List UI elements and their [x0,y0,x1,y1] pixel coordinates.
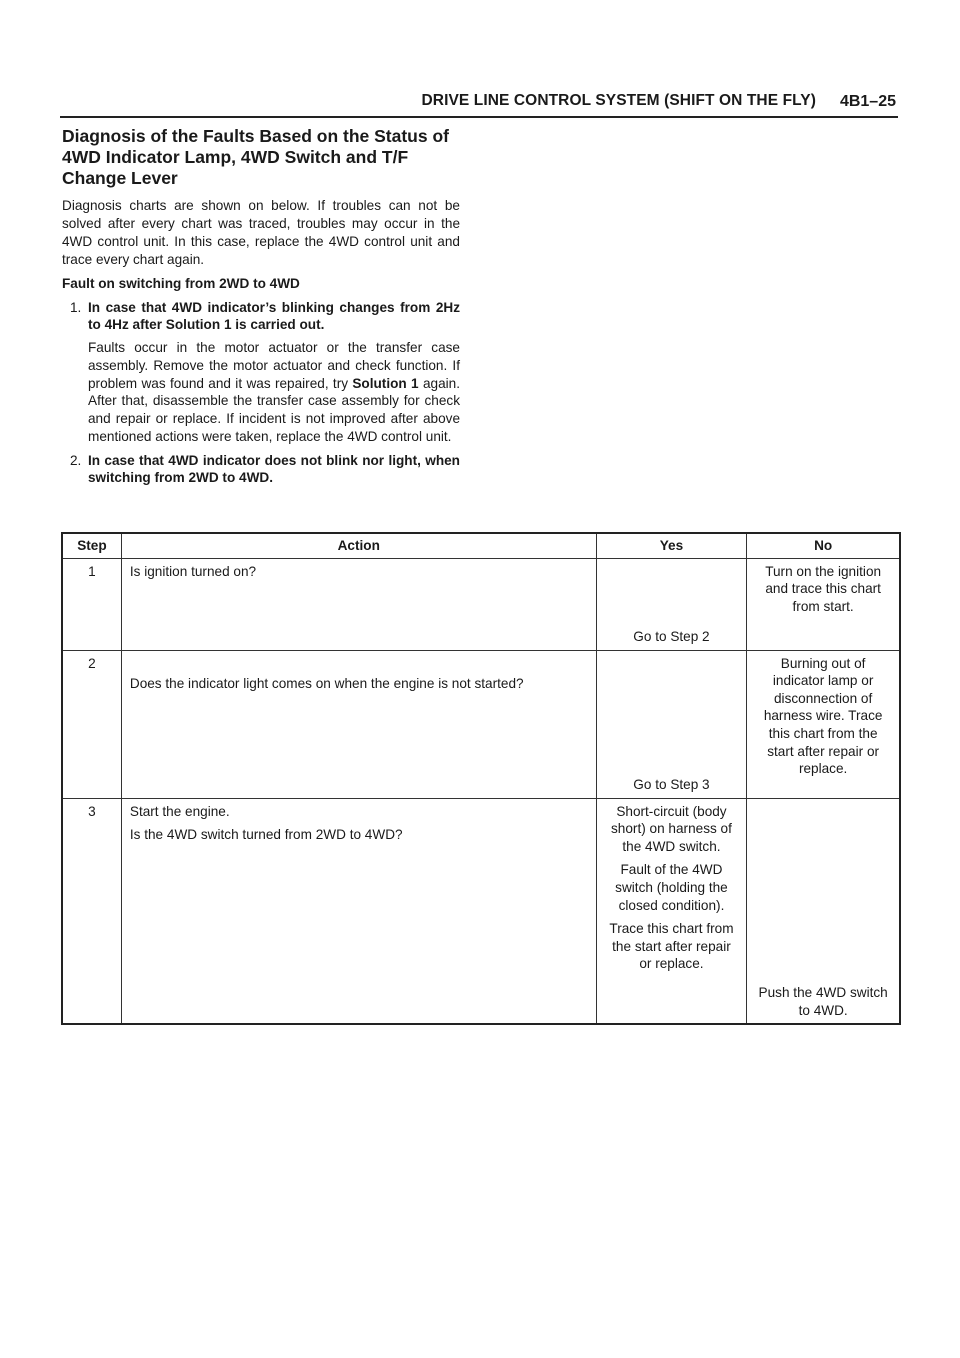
body-text: again. After that, disassemble the transfer case assembly for check and repair or replace. If incident is not improved after above mentioned actions were taken, replace the 4WD control unit. [88,375,460,444]
intro-column [62,126,460,492]
column-header-no: No [747,533,900,558]
step-cell: 3 [62,798,121,1024]
yes-text: Short-circuit (body short) on harness of the 4WD switch. [611,803,732,854]
action-text: Is the 4WD switch turned from 2WD to 4WD? [129,827,403,843]
yes-cell [596,798,747,1024]
action-text: Is ignition turned on? [129,563,257,579]
action-cell [121,798,596,1024]
no-text: Burning out of indicator lamp or disconnection of harness wire. Trace this chart from the start after repair or replace. [763,655,883,777]
list-item-title: In case that 4WD indicator’s blinking changes from 2Hz to 4Hz after Solution 1 is carried out. [88,300,460,332]
section-title: Diagnosis of the Faults Based on the Status of 4WD Indicator Lamp, 4WD Switch and T/F Change Lever [62,126,449,188]
yes-text: Go to Step 2 [633,629,710,644]
action-text: Does the indicator light comes on when the engine is not started? [129,675,524,691]
list-item-body [88,339,460,446]
page-number: 4B1–25 [839,93,896,110]
action-cell [121,650,596,798]
step-cell: 1 [62,558,121,650]
column-header-step: Step [62,533,121,558]
action-text: Start the engine. [129,803,230,819]
table-row [62,650,900,798]
header-title: DRIVE LINE CONTROL SYSTEM (SHIFT ON THE FLY) [421,92,816,109]
no-cell [747,650,900,798]
no-text: Push the 4WD switch to 4WD. [758,984,888,1018]
yes-text: Go to Step 3 [633,777,710,792]
body-text: Faults occur in the motor actuator or the transfer case assembly. Remove the motor actuator and check function. If problem was found and it was repaired, try [88,340,460,391]
list-item-title: In case that 4WD indicator does not blink nor light, when switching from 2WD to 4WD. [88,452,460,485]
diagnosis-table [61,532,901,1025]
column-header-action: Action [121,533,596,558]
no-cell [747,558,900,650]
table-row [62,798,900,1024]
no-cell [747,798,900,1024]
solution-reference: Solution 1 [352,375,419,391]
no-text: Turn on the ignition and trace this chart from start. [765,563,882,614]
table-header-row [62,533,900,558]
table-row [62,558,900,650]
yes-cell [596,558,747,650]
list-item-number: 1. [70,300,82,315]
column-header-yes: Yes [596,533,747,558]
list-item [70,452,460,492]
intro-paragraph: Diagnosis charts are shown on below. If troubles can not be solved after every chart was traced, troubles may occur in the 4WD control unit. In this case, replace the 4WD control unit and trace every chart again. [62,198,460,267]
yes-text: Fault of the 4WD switch (holding the closed condition). [615,862,728,913]
yes-text: Trace this chart from the start after repair or replace. [609,921,734,972]
yes-cell [596,650,747,798]
list-item [70,299,460,452]
action-cell [121,558,596,650]
list-item-number: 2. [70,452,82,468]
page-header [60,88,898,118]
subheading: Fault on switching from 2WD to 4WD [62,276,300,291]
step-cell: 2 [62,650,121,798]
